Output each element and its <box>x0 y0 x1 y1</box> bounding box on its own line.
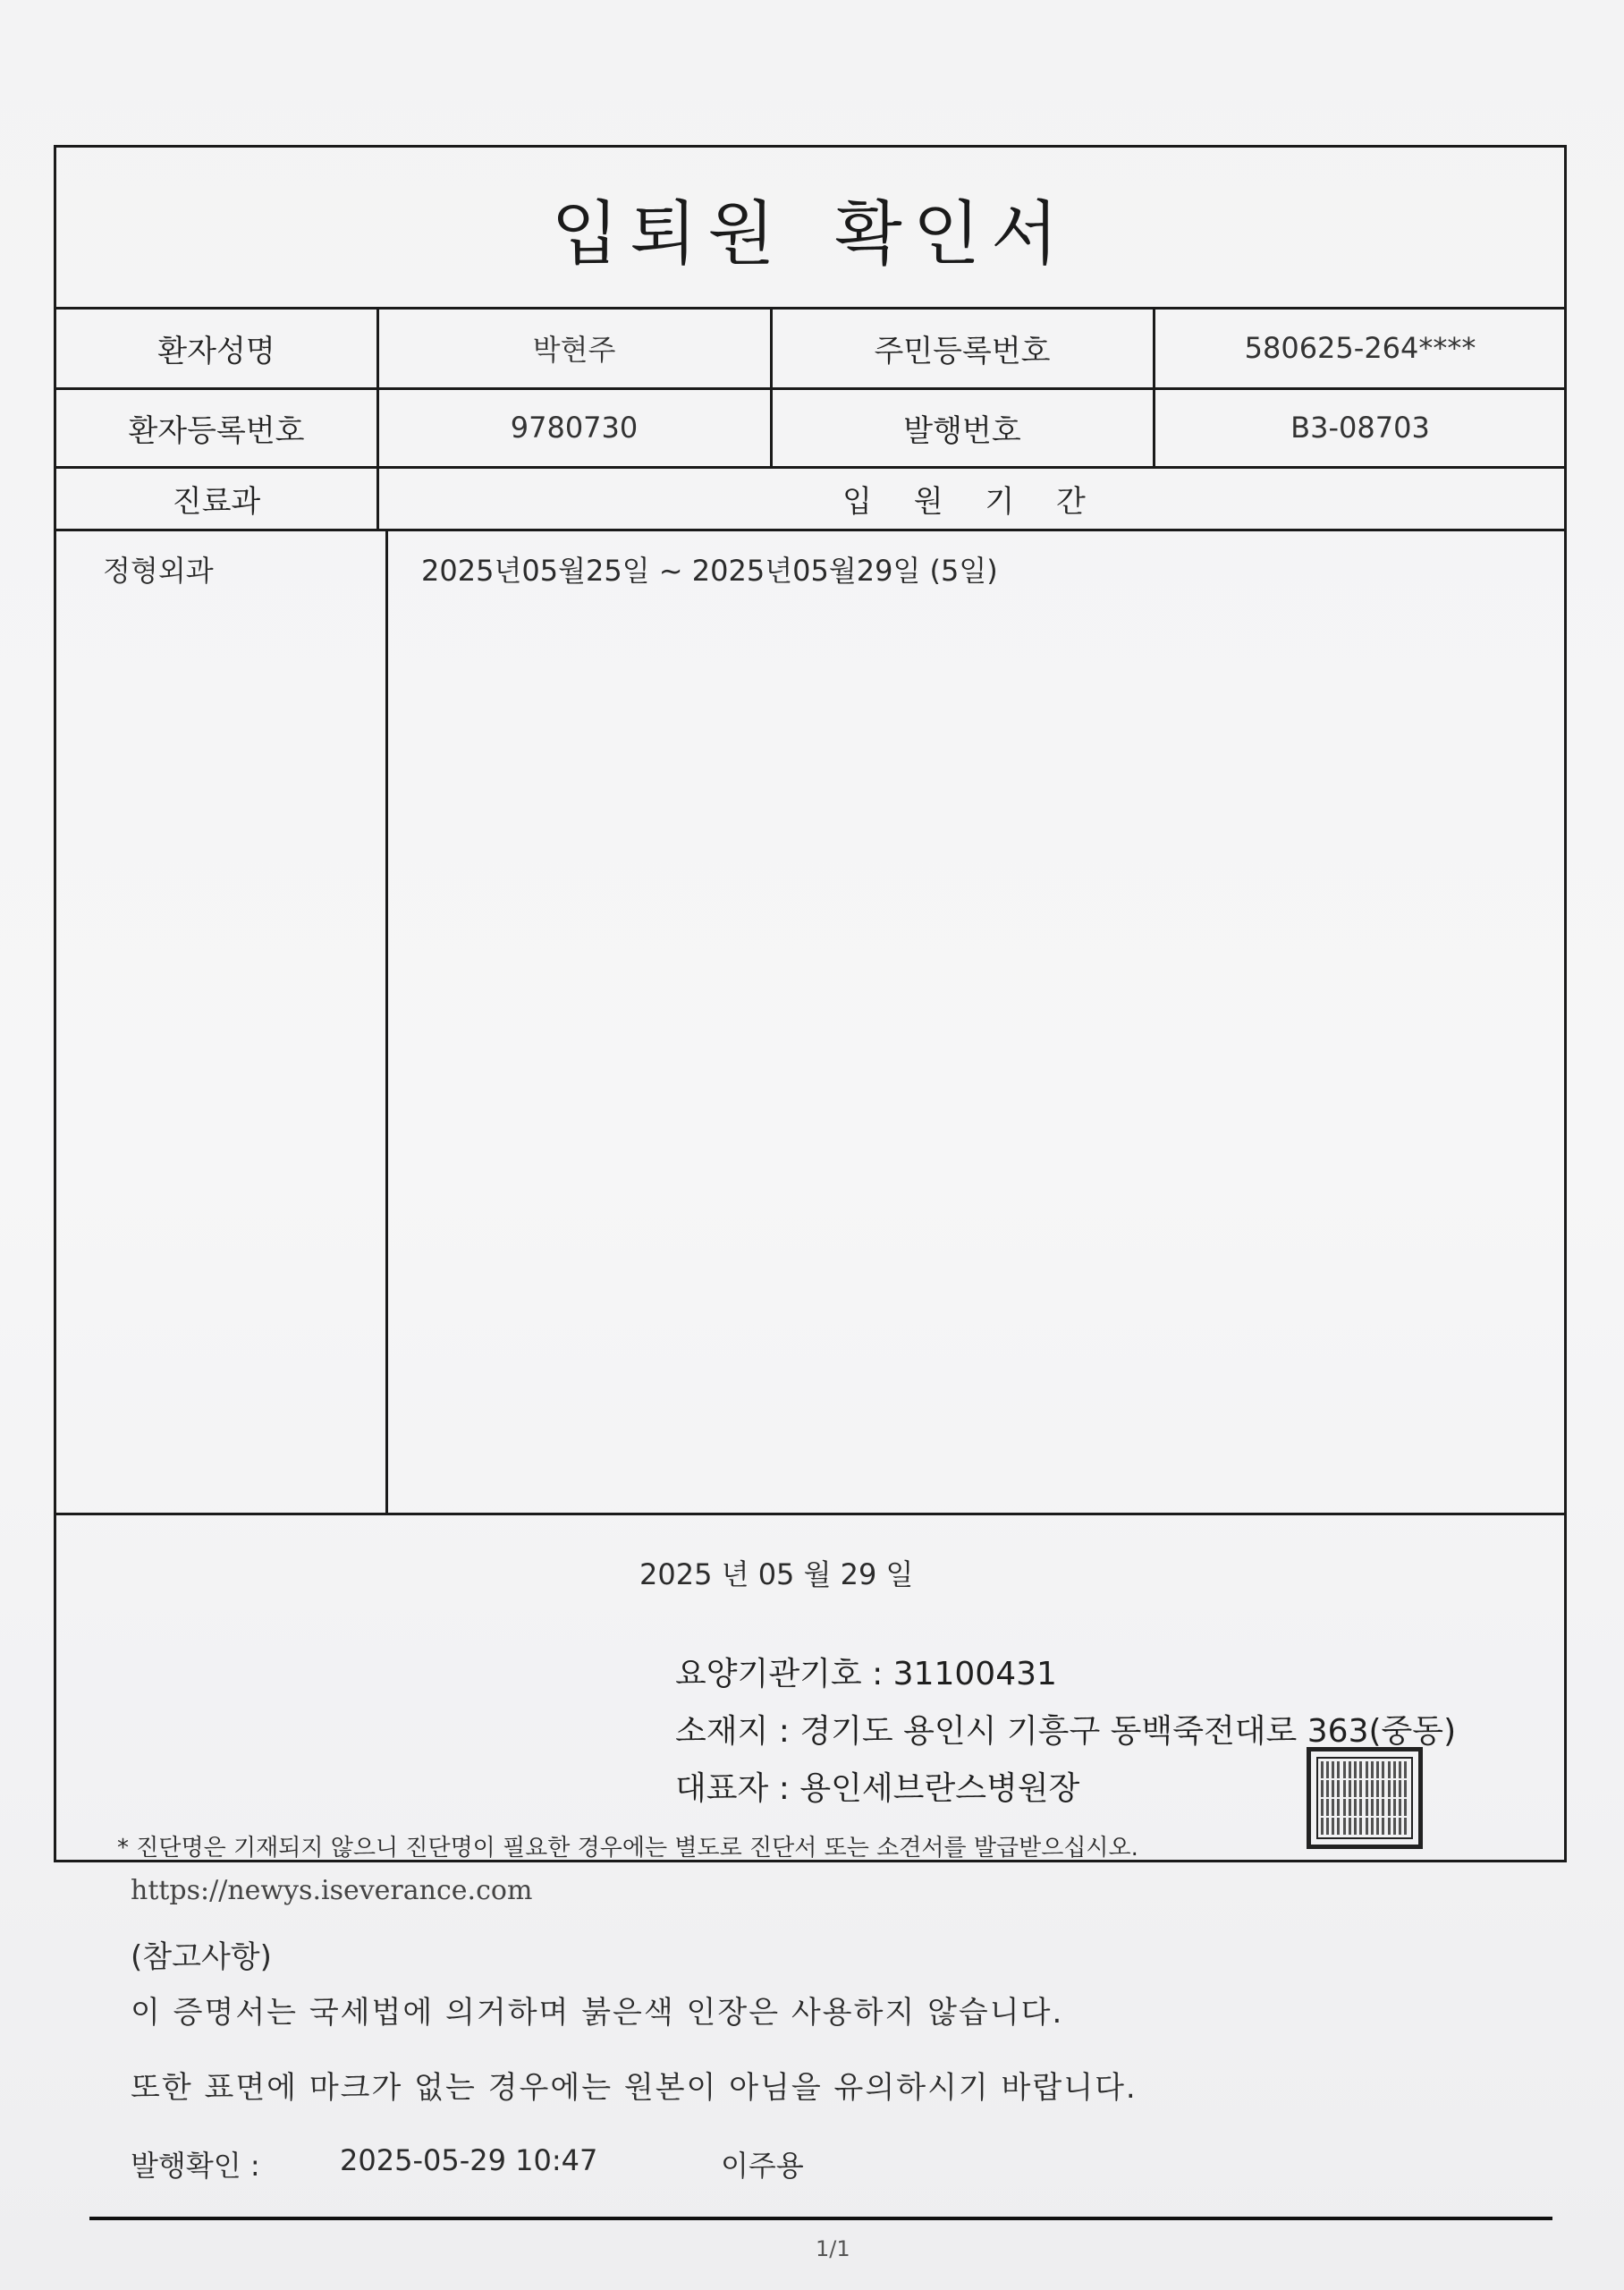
confirmation-datetime: 2025-05-29 10:47 <box>340 2143 598 2177</box>
department-value: 정형외과 <box>103 554 214 588</box>
remarks-line-1: 이 증명서는 국세법에 의거하며 붉은색 인장은 사용하지 않습니다. <box>131 1995 1064 2031</box>
remarks-heading: (참고사항) <box>131 1939 272 1975</box>
admission-period-label: 입 원 기 간 <box>842 483 1102 520</box>
issue-date: 2025 년 05 월 29 일 <box>639 1557 914 1591</box>
department-label: 진료과 <box>172 483 261 520</box>
resident-number-label: 주민등록번호 <box>874 333 1051 369</box>
certificate-form <box>54 145 1567 1862</box>
remarks-line-2: 또한 표면에 마크가 없는 경우에는 원본이 아님을 유의하시기 바랍니다. <box>131 2070 1138 2106</box>
confirmation-label: 발행확인 : <box>131 2149 260 2183</box>
document-title: 입퇴원 확인서 <box>551 194 1070 275</box>
diagnosis-notice: * 진단명은 기재되지 않으니 진단명이 필요한 경우에는 별도로 진단서 또는 소견서를 발급받으십시오. <box>117 1835 1138 1862</box>
institution-code: 요양기관기호 : 31100431 <box>675 1656 1057 1692</box>
issuer-name: 이주용 <box>721 2149 804 2183</box>
page-number: 1/1 <box>816 2236 850 2261</box>
issue-number: B3-08703 <box>1290 411 1430 445</box>
patient-name: 박현주 <box>532 333 616 367</box>
patient-registration-label: 환자등록번호 <box>128 412 305 449</box>
patient-registration-number: 9780730 <box>510 411 639 445</box>
footer-rule <box>89 2217 1552 2220</box>
official-seal <box>1307 1747 1423 1849</box>
admission-period-value: 2025년05월25일 ~ 2025년05월29일 (5일) <box>421 554 998 588</box>
patient-name-label: 환자성명 <box>157 333 275 369</box>
website-url: https://newys.iseverance.com <box>131 1875 533 1906</box>
resident-number: 580625-264**** <box>1244 331 1476 365</box>
institution-representative: 대표자 : 용인세브란스병원장 <box>675 1770 1080 1807</box>
issue-number-label: 발행번호 <box>903 412 1021 449</box>
institution-address: 소재지 : 경기도 용인시 기흥구 동백죽전대로 363(중동) <box>675 1713 1457 1750</box>
